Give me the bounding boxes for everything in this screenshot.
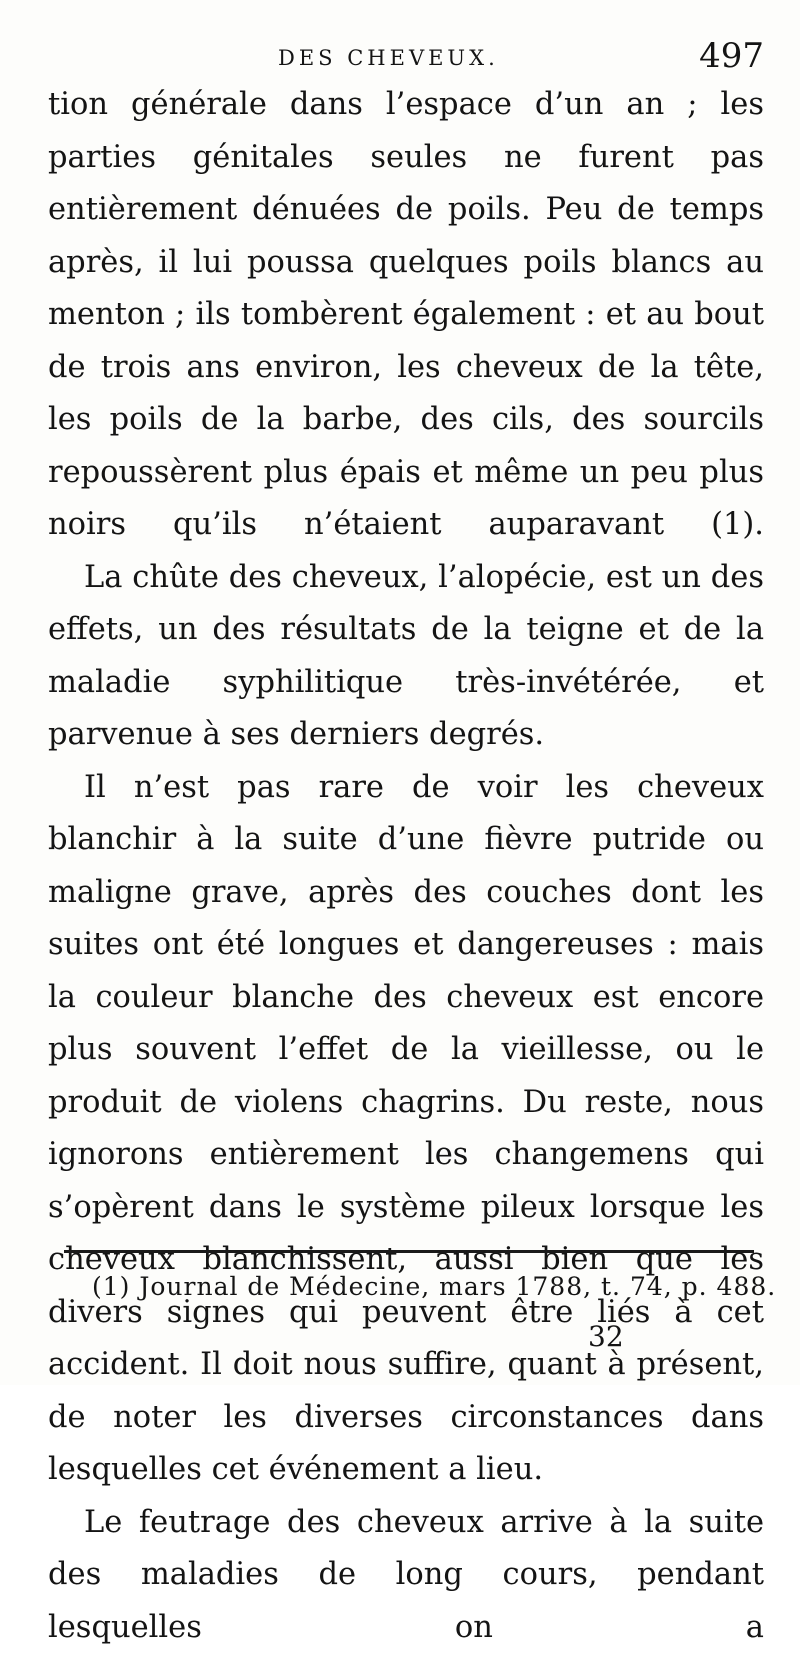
paragraph-alopecia: La chûte des cheveux, l’alopécie, est un des effets, un des résultats de la teigne et de la maladie syphilitique très-invétérée, et parvenue à ses derniers degrés. (48, 552, 764, 762)
paragraph-white-hair: Il n’est pas rare de voir les cheveux blanchir à la suite d’une fièvre putride ou maligne grave, après des couches dont les suites ont été longues et dangereuses : mais la couleur blanche des cheveux est encore plus souvent l’effet de la vieillesse, ou le produit de violens chagrins. Du reste, nous ignorons entièrement les changemens qui s’opèrent dans le système pileux lorsque les cheveux blanchissent, aussi bien que les divers signes qui peuvent être liés à cet accident. Il doit nous suffire, quant à présent, de noter les diverses circonstances dans lesquelles cet événement a lieu. (48, 762, 764, 1497)
footnote-rule (64, 1250, 754, 1253)
running-title: DES CHEVEUX. (278, 46, 499, 70)
footnote: (1) Journal de Médecine, mars 1788, t. 74, p. 488. (92, 1272, 776, 1301)
body-text (48, 79, 764, 1654)
paragraph-feutrage: Le feutrage des cheveux arrive à la suite des maladies de long cours, pendant lesquelles on a (48, 1497, 764, 1654)
paragraph-continuation: tion générale dans l’espace d’un an ; les parties génitales seules ne furent pas entièrement dénuées de poils. Peu de temps après, il lui poussa quelques poils blancs au menton ; ils tombèrent également : et au bout de trois ans environ, les cheveux de la tête, les poils de la barbe, des cils, des sourcils repoussèrent plus épais et même un peu plus noirs qu’ils n’étaient auparavant (1). (48, 79, 764, 552)
page-number: 497 (699, 36, 764, 76)
signature-mark: 32 (588, 1320, 624, 1353)
